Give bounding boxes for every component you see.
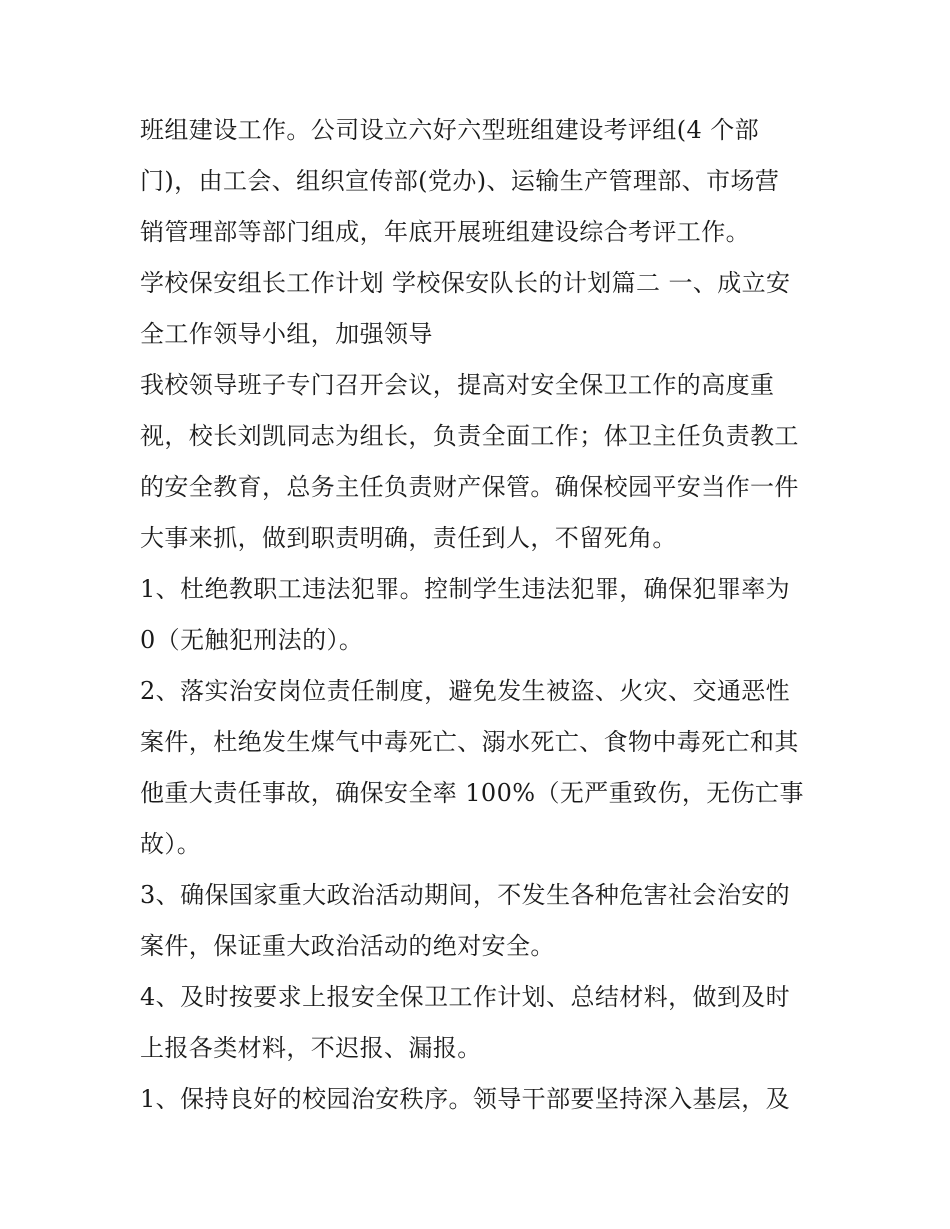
text-line: 他重大责任事故，确保安全率 100%（无严重致伤，无伤亡事 <box>140 779 804 807</box>
text-line: 的安全教育，总务主任负责财产保管。确保校园平安当作一件 <box>140 473 799 501</box>
text-line: 1、保持良好的校园治安秩序。领导干部要坚持深入基层，及 <box>140 1085 791 1113</box>
text-line: 大事来抓，做到职责明确，责任到人，不留死角。 <box>140 524 677 552</box>
text-line: 3、确保国家重大政治活动期间，不发生各种危害社会治安的 <box>140 881 791 909</box>
text-line: 故）。 <box>140 830 202 858</box>
text-line: 门)，由工会、组织宣传部(党办)、运输生产管理部、市场营 <box>140 167 780 195</box>
text-line: 学校保安组长工作计划 学校保安队长的计划篇二 一、成立安 <box>140 269 791 297</box>
text-line: 0（无触犯刑法的）。 <box>140 626 364 654</box>
text-line: 视，校长刘凯同志为组长，负责全面工作；体卫主任负责教工 <box>140 422 799 450</box>
text-line: 案件，保证重大政治活动的绝对安全。 <box>140 932 555 960</box>
text-line: 全工作领导小组，加强领导 <box>140 320 433 348</box>
text-line: 我校领导班子专门召开会议，提高对安全保卫工作的高度重 <box>140 371 775 399</box>
text-line: 案件，杜绝发生煤气中毒死亡、溺水死亡、食物中毒死亡和其 <box>140 728 799 756</box>
text-line: 销管理部等部门组成，年底开展班组建设综合考评工作。 <box>140 218 750 246</box>
text-line: 上报各类材料，不迟报、漏报。 <box>140 1034 482 1062</box>
text-line: 4、及时按要求上报安全保卫工作计划、总结材料，做到及时 <box>140 983 791 1011</box>
document-body <box>140 105 820 1125</box>
text-line: 1、杜绝教职工违法犯罪。控制学生违法犯罪，确保犯罪率为 <box>140 575 791 603</box>
text-line: 班组建设工作。公司设立六好六型班组建设考评组(4 个部 <box>140 116 760 144</box>
text-line: 2、落实治安岗位责任制度，避免发生被盗、火灾、交通恶性 <box>140 677 791 705</box>
